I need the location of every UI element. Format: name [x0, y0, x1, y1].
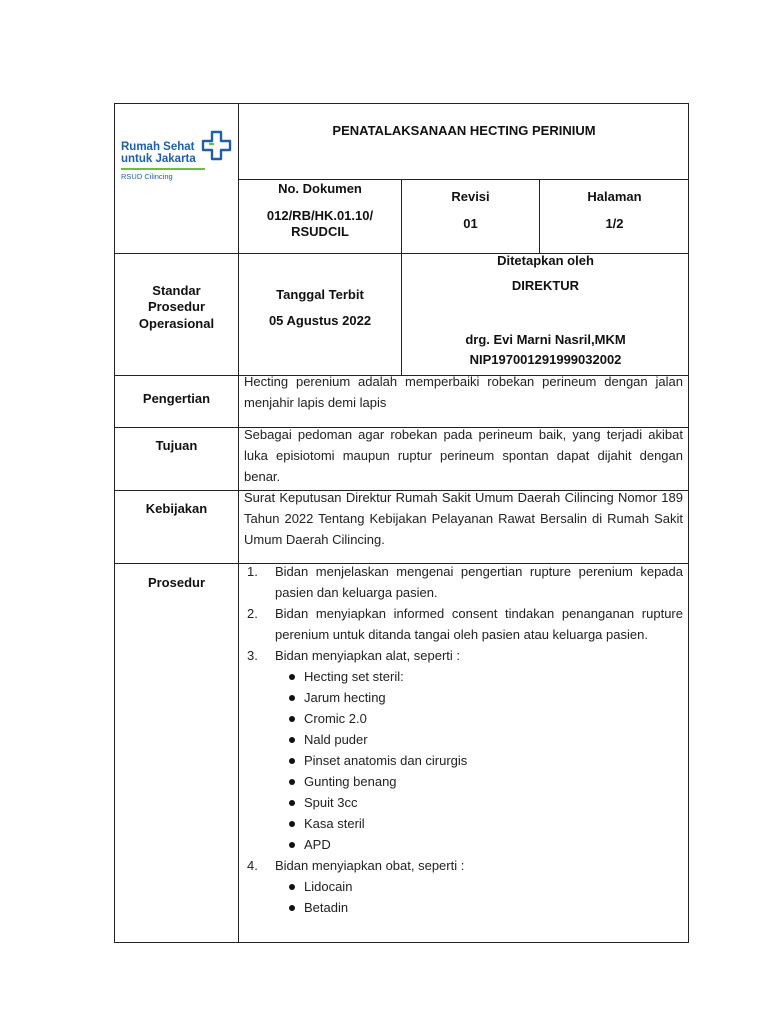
alat-item: Cromic 2.0: [304, 711, 367, 726]
step-text: Bidan menyiapkan obat, seperti :: [275, 858, 465, 873]
prosedur-steps: [244, 561, 683, 918]
revisi-value: 01: [463, 216, 478, 231]
list-item: [275, 897, 683, 918]
document-title: PENATALAKSANAAN HECTING PERINIUM: [332, 123, 596, 138]
kebijakan-label: Kebijakan: [145, 501, 208, 516]
logo-line-3: RSUD Cilincing: [121, 172, 173, 181]
bullet-icon: [289, 695, 295, 701]
cross-logo-icon: [200, 130, 233, 166]
alat-list: [275, 666, 683, 855]
director-name: drg. Evi Marni Nasril,MKM: [465, 332, 626, 347]
list-item: [275, 771, 683, 792]
list-item: [275, 687, 683, 708]
step-number: 3.: [247, 648, 258, 663]
direktur-label: DIREKTUR: [511, 278, 580, 293]
director-nip: NIP197001291999032002: [469, 352, 622, 367]
list-item: [275, 834, 683, 855]
alat-item: Jarum hecting: [304, 690, 386, 705]
sop-table: [114, 103, 689, 943]
bullet-icon: [289, 842, 295, 848]
sop-label-2: Prosedur: [147, 299, 206, 314]
no-dokumen-value-1: 012/RB/HK.01.10/: [266, 208, 374, 223]
prosedur-label: Prosedur: [147, 575, 206, 590]
no-dokumen-value-2: RSUDCIL: [291, 224, 349, 239]
bullet-icon: [289, 758, 295, 764]
pengertian-text: Hecting perenium adalah memperbaiki robekan perineum dengan jalan menjahir lapis demi lapis: [244, 374, 683, 410]
list-item: [244, 561, 683, 603]
sop-label-3: Operasional: [138, 316, 215, 331]
list-item: [275, 876, 683, 897]
step-text: Bidan menjelaskan mengenai pengertian rupture perenium kepada pasien dan keluarga pasien.: [275, 564, 683, 600]
bullet-icon: [289, 674, 295, 680]
prosedur-content: [244, 561, 683, 918]
kebijakan-text: Surat Keputusan Direktur Rumah Sakit Umum Daerah Cilincing Nomor 189 Tahun 2022 Tentang Kebijakan Pelayanan Rawat Bersalin di Rumah Sakit Umum Daerah Cilincing.: [244, 490, 683, 547]
logo-line-2: untuk Jakarta: [121, 153, 196, 165]
obat-item: Lidocain: [304, 879, 353, 894]
tanggal-terbit-label: Tanggal Terbit: [276, 287, 364, 302]
alat-item: Gunting benang: [304, 774, 397, 789]
halaman-label: Halaman: [587, 189, 642, 204]
bullet-icon: [289, 800, 295, 806]
bullet-icon: [289, 716, 295, 722]
list-item: [275, 792, 683, 813]
halaman-value: 1/2: [605, 216, 624, 231]
no-dokumen-label: No. Dokumen: [278, 181, 362, 196]
tanggal-terbit-value: 05 Agustus 2022: [268, 313, 372, 328]
pengertian-label: Pengertian: [142, 391, 211, 406]
step-text: Bidan menyiapkan alat, seperti :: [275, 648, 460, 663]
bullet-icon: [289, 737, 295, 743]
obat-item: Betadin: [304, 900, 349, 915]
list-item: [275, 750, 683, 771]
step-number: 4.: [247, 858, 258, 873]
sop-label-1: Standar: [152, 283, 201, 298]
bullet-icon: [289, 905, 295, 911]
logo-line-1: Rumah Sehat: [121, 141, 195, 153]
list-item: [244, 645, 683, 855]
list-item: [275, 729, 683, 750]
revisi-label: Revisi: [451, 189, 490, 204]
step-text: Bidan menyiapkan informed consent tindakan penanganan rupture perenium untuk ditanda tangai oleh pasien atau keluarga pasien.: [275, 606, 683, 642]
alat-item: Nald puder: [304, 732, 368, 747]
row-divider: [238, 179, 689, 180]
alat-item: APD: [304, 837, 331, 852]
step-number: 1.: [247, 564, 258, 579]
bullet-icon: [289, 821, 295, 827]
alat-item: Pinset anatomis dan cirurgis: [304, 753, 468, 768]
obat-list: [275, 876, 683, 918]
alat-item: Hecting set steril:: [304, 669, 404, 684]
ditetapkan-label: Ditetapkan oleh: [497, 253, 594, 268]
alat-item: Kasa steril: [304, 816, 365, 831]
tujuan-label: Tujuan: [155, 438, 198, 453]
tujuan-text: Sebagai pedoman agar robekan pada perineum baik, yang terjadi akibat luka episiotomi maupun ruptur perineum spontan dapat dijahit dengan benar.: [244, 427, 683, 484]
list-item: [244, 603, 683, 645]
logo-underline: [121, 168, 205, 170]
alat-item: Spuit 3cc: [304, 795, 358, 810]
list-item: [275, 708, 683, 729]
list-item: [275, 666, 683, 687]
bullet-icon: [289, 884, 295, 890]
bullet-icon: [289, 779, 295, 785]
list-item: [275, 813, 683, 834]
list-item: [244, 855, 683, 918]
hospital-logo: [121, 130, 231, 186]
step-number: 2.: [247, 606, 258, 621]
